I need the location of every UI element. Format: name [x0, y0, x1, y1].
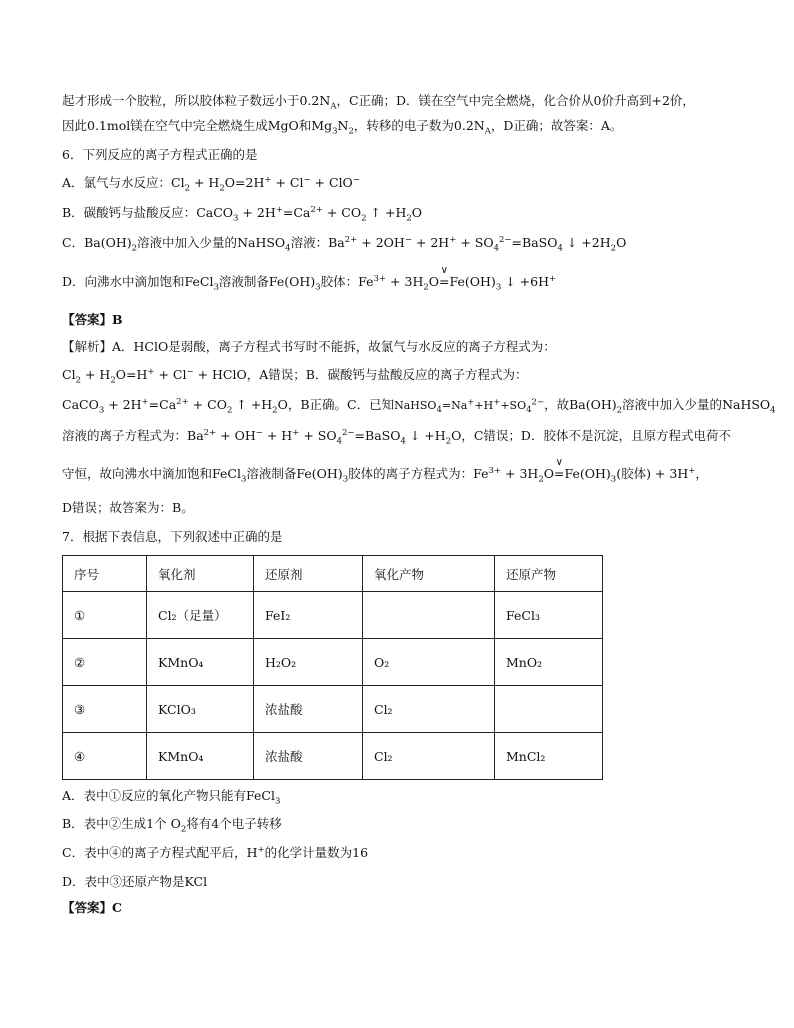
- question-7-option-d: D．表中③还原产物是KCl: [62, 874, 208, 889]
- text: ，A错误；B．碳酸钙与盐酸反应的离子方程式为：: [246, 367, 528, 382]
- question-6-option-a: A．氯气与水反应：$Cl_2 + H_2O=2H^+ + Cl^- + ClO^-$: [62, 174, 360, 194]
- table-row: [63, 733, 603, 780]
- table-cell: MnO₂: [495, 639, 603, 686]
- table-cell: [363, 592, 495, 639]
- text: C．表中④的离子方程式配平后，: [62, 845, 247, 860]
- table-cell: H₂O₂: [254, 639, 363, 686]
- option-label: B．碳酸钙与盐酸反应：: [62, 205, 197, 220]
- explanation-6-line-4: 溶液的离子方程式为：$Ba^{2+} + OH^- + H^+$ + $SO_4^{2-}=BaSO_4$ ↓ $+H_2O$，C错误；D．胶体不是沉淀，且原方程式电荷不: [62, 427, 731, 447]
- text: ，C正确；D．镁在空气中完全燃烧，化合价从0价升高到+2价，: [336, 93, 695, 108]
- text: A．表中①反应的氧化产物只能有FeCl: [62, 788, 275, 803]
- answer-7: 【答案】C: [62, 900, 122, 915]
- table-cell: FeCl₃: [495, 592, 603, 639]
- text: 起才形成一个胶粒，所以胶体粒子数远小于0.2N: [62, 93, 331, 108]
- table-cell: KMnO₄: [147, 733, 254, 780]
- text: 胶体的离子方程式为：: [348, 466, 474, 481]
- question-7-option-c: C．表中④的离子方程式配平后，H+的化学计量数为16: [62, 844, 369, 860]
- text: 溶液：: [290, 235, 329, 250]
- table-cell: Cl₂（足量）: [147, 592, 254, 639]
- question-7-stem: 7．根据下表信息，下列叙述中正确的是: [62, 529, 283, 544]
- text: B．表中②生成1个: [62, 816, 167, 831]
- table-cell: MnCl₂: [495, 733, 603, 780]
- table-row: [63, 639, 603, 686]
- text: 因此0.1mol镁在空气中完全燃烧生成MgO和Mg: [62, 118, 333, 133]
- text: 将有4个电子转移: [186, 816, 282, 831]
- table-cell: KClO₃: [147, 686, 254, 733]
- question-6-option-c: C．$Ba(OH)_2$溶液中加入少量的NaHSO$_4$溶液：$Ba^{2+} + 2OH^- + 2H^+$ + $SO_4^{2-}=BaSO_4$ ↓ $+2H_2O$: [62, 234, 627, 254]
- text: ，转移的电子数为0.2N: [353, 118, 485, 133]
- table-header-cell: 还原剂: [254, 556, 363, 592]
- question-6-option-d: D．向沸水中滴加饱和FeCl$_3$溶液制备$Fe(OH)_3$胶体：$Fe^{3+} + 3H_2O=$ ∨ $Fe(OH)_3$ ↓ +6H+: [62, 265, 557, 293]
- table-cell: [495, 686, 603, 733]
- table-cell: Cl₂: [363, 733, 495, 780]
- table-cell: ②: [63, 639, 147, 686]
- table-header-cell: 还原产物: [495, 556, 603, 592]
- text: 溶液中加入少量的: [137, 235, 238, 250]
- text: ，故: [544, 397, 570, 412]
- text: 溶液制备: [246, 466, 297, 481]
- option-label: A．氯气与水反应：: [62, 175, 172, 190]
- table-header-cell: 序号: [63, 556, 147, 592]
- explanation-continuation-line-2: 因此0.1mol镁在空气中完全燃烧生成MgO和$Mg_3N_2$，转移的电子数为$0.2N_A$，D正确；故答案：A。: [62, 118, 623, 137]
- table-cell: ①: [63, 592, 147, 639]
- question-7-option-a: A．表中①反应的氧化产物只能有FeCl$_3$: [62, 788, 281, 807]
- text: 溶液制备: [218, 274, 269, 289]
- explanation-6-line-5: 守恒，故向沸水中滴加饱和FeCl$_3$溶液制备$Fe(OH)_3$胶体的离子方程式为：$Fe^{3+} + 3H_2O=$ ∨ $Fe(OH)_3$(胶体) + 3H+，: [62, 457, 708, 485]
- table-row: [63, 686, 603, 733]
- table-cell: ③: [63, 686, 147, 733]
- text: 胶体：: [320, 274, 359, 289]
- explanation-6-line-6: D错误；故答案为：B。: [62, 500, 194, 515]
- table-cell: 浓盐酸: [254, 686, 363, 733]
- table-header-cell: 氧化剂: [147, 556, 254, 592]
- text: 溶液的离子方程式为：: [62, 428, 188, 443]
- table-cell: 浓盐酸: [254, 733, 363, 780]
- option-label: C．: [62, 235, 85, 250]
- text: ，B正确。C．已知: [287, 397, 395, 412]
- text: 溶液中加入少量的: [622, 397, 723, 412]
- option-label: D．向沸水中滴加饱和FeCl: [62, 274, 214, 289]
- explanation-continuation-line-1: 起才形成一个胶粒，所以胶体粒子数远小于$0.2N_A$，C正确；D．镁在空气中完全燃烧，化合价从0价升高到+2价，: [62, 93, 695, 112]
- table-row: [63, 592, 603, 639]
- table-cell: ④: [63, 733, 147, 780]
- explanation-6-line-2: $Cl_2 + H_2O=H^+ + Cl^-$ + HClO，A错误；B．碳酸钙与盐酸反应的离子方程式为：: [62, 366, 528, 386]
- text: ，C错误；D．胶体不是沉淀，且原方程式电荷不: [461, 428, 731, 443]
- question-6-stem: 6．下列反应的离子方程式正确的是: [62, 147, 258, 162]
- text: ，D正确；故答案：A。: [490, 118, 623, 133]
- question-7-option-b: B．表中②生成1个 $O_2$将有4个电子转移: [62, 816, 282, 835]
- table-cell: O₂: [363, 639, 495, 686]
- table-cell: FeI₂: [254, 592, 363, 639]
- table-header-cell: 氧化产物: [363, 556, 495, 592]
- explanation-6-line-3: CaCO$_3$ + $2H^+=Ca^{2+} + CO_2$ ↑ $+H_2O$，B正确。C．已知$NaHSO_4=Na^++H^++SO_4^{2-}$，故$Ba(OH)_2$溶液中加入少量的NaHSO$_4$: [62, 396, 776, 416]
- question-7-table: [62, 555, 603, 780]
- table-cell: Cl₂: [363, 686, 495, 733]
- text: 的化学计量数为16: [264, 845, 369, 860]
- table-cell: KMnO₄: [147, 639, 254, 686]
- table-header-row: [63, 556, 603, 592]
- answer-6: 【答案】B: [62, 312, 123, 327]
- question-6-option-b: B．碳酸钙与盐酸反应：CaCO$_3$ + $2H^+=Ca^{2+} + CO_2$ ↑ $+H_2O$: [62, 204, 423, 224]
- text: 守恒，故向沸水中滴加饱和FeCl: [62, 466, 241, 481]
- explanation-6-line-1: 【解析】A．HClO是弱酸，离子方程式书写时不能拆，故氯气与水反应的离子方程式为：: [62, 339, 556, 354]
